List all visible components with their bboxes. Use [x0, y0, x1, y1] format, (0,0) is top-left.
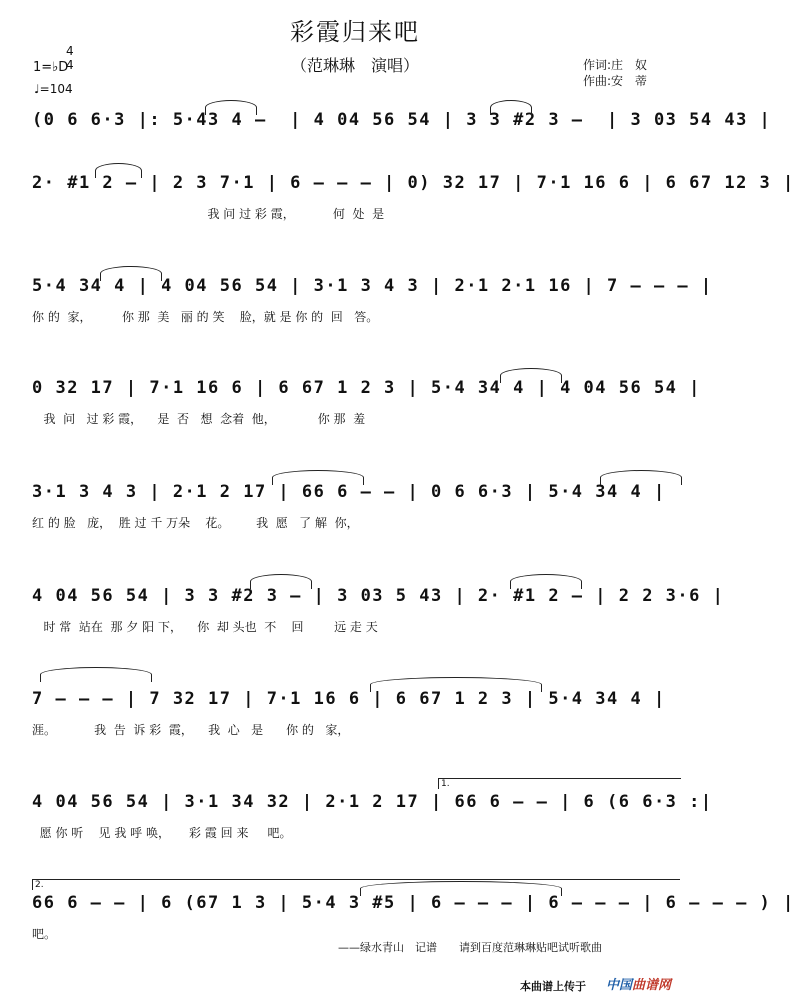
lyrics-line: 时 常 站在 那 夕 阳 下， 你 却 头也 不 回 远 走 天 — [32, 620, 378, 634]
lyricist-credit: 作词:庄 奴 — [583, 58, 648, 72]
slur-mark — [600, 470, 682, 485]
time-signature — [66, 44, 74, 72]
slur-mark — [500, 368, 562, 383]
logo-main: 中国 — [606, 978, 633, 993]
staff-row-3 — [0, 276, 713, 346]
slur-mark — [250, 574, 312, 589]
staff-row-4 — [0, 378, 710, 448]
staff-row-6 — [0, 586, 725, 656]
staff-row-5 — [0, 482, 710, 552]
notes-line: 0 32 17 | 7·1 16 6 | 6 67 1 2 3 | 5·4 34 4 | 4 04 56 54 | — [32, 378, 701, 398]
logo-accent: 曲谱网 — [632, 978, 672, 993]
song-title: 彩霞归来吧 — [290, 18, 420, 46]
notes-line: 4 04 56 54 | 3·1 34 32 | 2·1 2 17 | 66 6 – – | 6 (6 6·3 :| — [32, 792, 713, 812]
staff-row-7 — [0, 689, 710, 759]
site-logo[interactable] — [606, 974, 671, 993]
notes-line: 3·1 3 4 3 | 2·1 2 17 | 66 6 – – | 0 6 6·3 | 5·4 34 4 | — [32, 482, 666, 502]
slur-mark — [510, 574, 582, 589]
notes-line: 5·4 34 4 | 4 04 56 54 | 3·1 3 4 3 | 2·1 2·1 16 | 7 – – – | — [32, 276, 713, 296]
staff-row-8 — [0, 779, 713, 862]
key-signature: 1=♭D — [33, 60, 69, 75]
volta-bracket-1: 1. — [438, 778, 681, 789]
slur-mark — [100, 266, 162, 281]
performer-subtitle: （范琳琳 演唱） — [290, 56, 419, 75]
composer-credit: 作曲:安 蒂 — [583, 74, 648, 88]
time-signature-bottom: 4 — [66, 58, 74, 72]
lyrics-line: 吧。 — [32, 927, 57, 941]
lyrics-line: 我 问 过 彩 霞， 是 否 想 念着 他， 你 那 羞 — [32, 412, 366, 426]
lyrics-line: 愿 你 听 见 我 呼 唤， 彩 霞 回 来 吧。 — [32, 826, 292, 840]
notes-line: (0 6 6·3 |: 5·43 4 – | 4 04 56 54 | 3 3 #2 3 – | 3 03 54 43 | — [32, 110, 772, 130]
lyrics-line: 你 的 家， 你 那 美 丽 的 笑 脸，就 是 你 的 回 答。 — [32, 310, 379, 324]
transcriber-credit: ——绿水青山 记谱 请到百度范琳琳贴吧试听歌曲 — [338, 941, 602, 954]
staff-row-2 — [0, 173, 795, 243]
tempo-marking: ♩=104 — [34, 82, 73, 96]
lyrics-line: 红 的 脸 庞， 胜 过 千 万朵 花。 我 愿 了 解 你， — [32, 516, 359, 530]
time-signature-top: 4 — [66, 44, 74, 58]
slur-mark — [40, 667, 152, 682]
slur-mark — [370, 677, 542, 692]
notes-line: 7 – – – | 7 32 17 | 7·1 16 6 | 6 67 1 2 3 | 5·4 34 4 | — [32, 689, 666, 709]
lyrics-line: 我 问 过 彩 霞， 何 处 是 — [32, 207, 385, 221]
slur-mark — [360, 881, 562, 896]
volta-bracket-2: 2. — [32, 879, 680, 890]
notes-line: 66 6 – – | 6 (67 1 3 | 5·4 3 #5 | 6 – – – | 6 – – – | 6 – – – ) | — [32, 893, 795, 913]
slur-mark — [95, 163, 142, 178]
lyrics-line: 涯。 我 告 诉 彩 霞， 我 心 是 你 的 家， — [32, 723, 350, 737]
upload-note: 本曲谱上传于 — [520, 980, 586, 993]
notes-line: 4 04 56 54 | 3 3 #2 3 – | 3 03 5 43 | 2· #1 2 – | 2 2 3·6 | — [32, 586, 725, 606]
notes-line: 2· #1 2 – | 2 3 7·1 | 6 – – – | 0) 32 17 | 7·1 16 6 | 6 67 12 3 | — [32, 173, 795, 193]
slur-mark — [272, 470, 364, 485]
slur-mark — [205, 100, 257, 115]
slur-mark — [490, 100, 532, 115]
